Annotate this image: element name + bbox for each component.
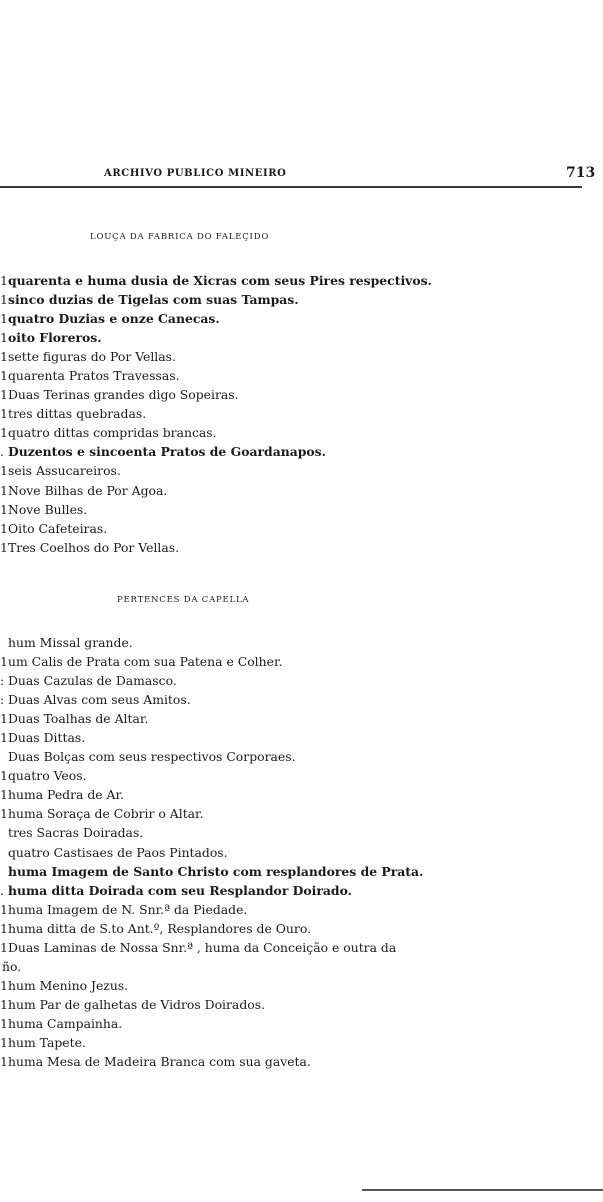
capella-item-list (0, 633, 423, 1071)
list-item (0, 976, 423, 995)
list-item (0, 1052, 423, 1071)
item-quantity: : (0, 673, 5, 689)
list-item (0, 442, 432, 461)
list-item (0, 461, 432, 480)
list-item (0, 671, 423, 690)
item-quantity: 1 (0, 730, 8, 746)
item-text: quarenta Pratos Travessas. (8, 368, 180, 384)
item-quantity: 1 (0, 768, 8, 784)
item-quantity: 1 (0, 1034, 8, 1050)
item-quantity: . (0, 882, 4, 898)
list-item (0, 995, 423, 1014)
item-quantity: 1 (0, 711, 8, 727)
item-text: Duas Laminas de Nossa Snr.ª , huma da Conceição e outra da (8, 939, 397, 955)
item-quantity: 1 (0, 501, 8, 517)
list-item (0, 271, 432, 290)
item-text: huma Mesa de Madeira Branca com sua gaveta. (8, 1054, 311, 1070)
item-text: huma Campainha. (8, 1015, 123, 1031)
item-text: ño. (2, 958, 22, 974)
item-quantity: 1 (0, 425, 8, 441)
item-text: quarenta e huma dusia de Xicras com seus Pires respectivos. (8, 273, 432, 288)
list-item (0, 481, 432, 500)
item-text: tres dittas quebradas. (8, 406, 147, 422)
footer-rule (362, 1189, 603, 1191)
list-item (0, 785, 423, 804)
item-text: Nove Bulles. (8, 501, 88, 517)
list-item (0, 633, 423, 652)
item-quantity: 1 (0, 292, 8, 308)
item-text: quatro dittas compridas brancas. (8, 425, 217, 441)
item-quantity: 1 (0, 463, 8, 479)
list-item (0, 652, 423, 671)
item-quantity: 1 (0, 654, 8, 670)
header-rule (0, 186, 582, 188)
item-text: Duzentos e sincoenta Pratos de Goardanapos. (8, 444, 326, 460)
item-quantity: 1 (0, 1054, 8, 1070)
list-item (0, 538, 432, 557)
item-text: um Calis de Prata com sua Patena e Colher. (8, 654, 283, 670)
running-head: ARCHIVO PUBLICO MINEIRO (104, 168, 287, 179)
list-item (0, 690, 423, 709)
item-text: hum Menino Jezus. (8, 977, 129, 993)
list-item (0, 500, 432, 519)
item-text: Oito Cafeteiras. (8, 520, 108, 536)
list-item (0, 804, 423, 823)
item-quantity: 1 (0, 368, 8, 384)
item-text: tres Sacras Doiradas. (8, 825, 144, 841)
item-quantity: 1 (0, 901, 8, 917)
item-quantity: 1 (0, 920, 8, 936)
item-quantity: 1 (0, 273, 8, 288)
item-text: huma Imagem de Santo Christo com resplandores de Prata. (8, 863, 424, 879)
item-quantity: 1 (0, 349, 8, 365)
item-quantity: 1 (0, 977, 8, 993)
item-quantity: : (0, 692, 5, 708)
page-number: 713 (566, 165, 596, 181)
list-item (0, 881, 423, 900)
list-item (0, 519, 432, 538)
list-item (0, 404, 432, 423)
item-quantity: 1 (0, 806, 8, 822)
item-text: huma ditta Doirada com seu Resplandor Doirado. (8, 882, 352, 898)
list-item (0, 957, 423, 976)
list-item (0, 709, 423, 728)
item-text: Tres Coelhos do Por Vellas. (8, 539, 180, 555)
item-text: huma Pedra de Ar. (8, 787, 124, 803)
item-quantity: 1 (0, 387, 8, 403)
list-item (0, 900, 423, 919)
item-text: hum Par de galhetas de Vidros Doirados. (8, 996, 266, 1012)
item-text: hum Tapete. (8, 1034, 86, 1050)
item-text: Duas Alvas com seus Amitos. (8, 692, 191, 708)
list-item (0, 385, 432, 404)
list-item (0, 938, 423, 957)
list-item (0, 1033, 423, 1052)
item-text: huma ditta de S.to Ant.º, Resplandores de Ouro. (8, 920, 312, 936)
list-item (0, 747, 423, 766)
item-quantity: 1 (0, 482, 8, 498)
list-item (0, 1014, 423, 1033)
item-quantity: 1 (0, 311, 8, 327)
item-text: huma Imagem de N. Snr.ª da Piedade. (8, 901, 248, 917)
item-quantity: 1 (0, 406, 8, 422)
item-text: Duas Terinas grandes digo Sopeiras. (8, 387, 239, 403)
item-quantity: 1 (0, 787, 8, 803)
list-item (0, 423, 432, 442)
item-text: Duas Cazulas de Damasco. (8, 673, 177, 689)
item-quantity: 1 (0, 539, 8, 555)
item-text: hum Missal grande. (8, 635, 133, 650)
item-text: sette figuras do Por Vellas. (8, 349, 176, 365)
item-quantity: . (0, 444, 4, 460)
list-item (0, 766, 423, 785)
list-item (0, 843, 423, 862)
item-text: Duas Bolças com seus respectivos Corporaes. (8, 749, 296, 765)
list-item (0, 328, 432, 347)
item-quantity: 1 (0, 520, 8, 536)
item-text: oito Floreros. (8, 330, 102, 346)
item-text: huma Soraça de Cobrir o Altar. (8, 806, 204, 822)
item-text: sinco duzias de Tigelas com suas Tampas. (8, 292, 299, 308)
section-title-capella: PERTENCES DA CAPELLA (117, 595, 250, 605)
item-text: quatro Castisaes de Paos Pintados. (8, 844, 228, 860)
list-item (0, 347, 432, 366)
item-text: Duas Dittas. (8, 730, 86, 746)
item-text: quatro Duzias e onze Canecas. (8, 311, 220, 327)
list-item (0, 919, 423, 938)
item-quantity: 1 (0, 939, 8, 955)
list-item (0, 823, 423, 842)
section-title-louca: LOUÇA DA FABRICA DO FALEÇIDO (90, 232, 270, 242)
item-text: Nove Bilhas de Por Agoa. (8, 482, 168, 498)
item-text: quatro Veos. (8, 768, 87, 784)
item-text: Duas Toalhas de Altar. (8, 711, 149, 727)
louca-item-list (0, 271, 432, 557)
item-text: seis Assucareiros. (8, 463, 121, 479)
item-quantity: 1 (0, 1015, 8, 1031)
list-item (0, 309, 432, 328)
list-item (0, 862, 423, 881)
list-item (0, 728, 423, 747)
list-item (0, 366, 432, 385)
list-item (0, 290, 432, 309)
item-quantity: 1 (0, 330, 8, 346)
item-quantity: 1 (0, 996, 8, 1012)
